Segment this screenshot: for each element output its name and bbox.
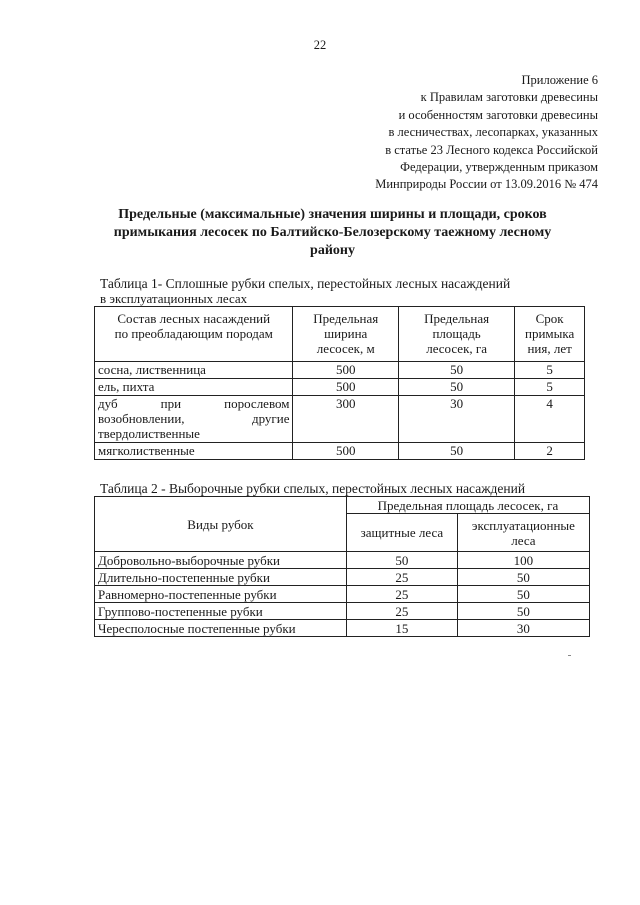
- appendix-line: в лесничествах, лесопарках, указанных: [388, 125, 598, 140]
- table1-caption-line: Таблица 1- Сплошные рубки спелых, перестойных лесных насаждений: [100, 276, 511, 291]
- composition-line: твердолиственные: [98, 426, 200, 441]
- title-line: примыкания лесосек по Балтийско-Белозерскому таежному лесному: [113, 225, 552, 240]
- table-row: [95, 443, 585, 460]
- table-row: [95, 379, 585, 396]
- table2-header-exploit: [457, 514, 589, 552]
- header-line: площадь: [432, 326, 481, 341]
- table-row: [95, 586, 590, 603]
- header-line: эксплуатационные: [471, 517, 575, 533]
- header-line: Предельная: [313, 311, 379, 326]
- header-line: ширина: [324, 326, 368, 341]
- table2-cell-protective: 15: [346, 620, 457, 637]
- table1-header-area: [398, 307, 514, 362]
- table2-cell-protective: 25: [346, 569, 457, 586]
- header-line: леса: [511, 532, 536, 548]
- table1-cell-area: 30: [398, 396, 514, 443]
- word: возобновлении,: [98, 411, 185, 426]
- table-row: [95, 620, 590, 637]
- header-line: примыка: [524, 326, 575, 341]
- table1-caption-line: в эксплуатационных лесах: [100, 291, 248, 306]
- document-title: [40, 206, 625, 260]
- scan-speck: [568, 655, 571, 656]
- appendix-header: [375, 72, 598, 194]
- table2-cell-kind: Добровольно-выборочные рубки: [95, 552, 347, 569]
- header-line: лесосек, га: [426, 341, 487, 356]
- appendix-line: к Правилам заготовки древесины: [420, 90, 598, 105]
- header-line: Срок: [535, 311, 564, 326]
- table1-cell-area: 50: [398, 443, 514, 460]
- table1-cell-area: 50: [398, 362, 514, 379]
- table2-header-group: Предельная площадь лесосек, га: [346, 497, 589, 514]
- table1-cell-composition: ель, пихта: [95, 379, 293, 396]
- composition-line: [98, 411, 289, 426]
- appendix-line: Федерации, утвержденным приказом: [400, 160, 598, 175]
- table1-cell-width: 500: [293, 362, 398, 379]
- table2-cell-exploit: 100: [457, 552, 589, 569]
- table1-cell-width: 500: [293, 379, 398, 396]
- title-line: Предельные (максимальные) значения ширины и площади, сроков: [118, 207, 547, 222]
- table2-cell-protective: 25: [346, 603, 457, 620]
- table1-caption: [100, 276, 510, 306]
- table2-header-protective: защитные леса: [346, 514, 457, 552]
- table2-cell-kind: Длительно-постепенные рубки: [95, 569, 347, 586]
- table-row: [95, 603, 590, 620]
- header-line: ния, лет: [527, 341, 572, 356]
- word: при: [160, 396, 182, 411]
- header-line: Состав лесных насаждений: [117, 311, 271, 326]
- page-number: 22: [313, 38, 327, 52]
- table1: [94, 306, 585, 460]
- table-row: [95, 362, 585, 379]
- table-row: [95, 552, 590, 569]
- table1-header-row: [95, 307, 585, 362]
- table1-cell-term: 4: [515, 396, 585, 443]
- table1-cell-term: 2: [515, 443, 585, 460]
- composition-line: [98, 396, 289, 411]
- table1-cell-width: 300: [293, 396, 398, 443]
- table2-cell-protective: 50: [346, 552, 457, 569]
- table1-header-term: [515, 307, 585, 362]
- appendix-line: в статье 23 Лесного кодекса Российской: [385, 142, 598, 157]
- table1-cell-term: 5: [515, 379, 585, 396]
- table1-cell-area: 50: [398, 379, 514, 396]
- table2-cell-protective: 25: [346, 586, 457, 603]
- table1-cell-width: 500: [293, 443, 398, 460]
- word: другие: [251, 411, 290, 426]
- table-row: [95, 569, 590, 586]
- table1-cell-composition: мягколиственные: [95, 443, 293, 460]
- table2-cell-kind: Группово-постепенные рубки: [95, 603, 347, 620]
- table1-cell-composition: [95, 396, 293, 443]
- table-row: [95, 396, 585, 443]
- appendix-line: и особенностям заготовки древесины: [398, 107, 598, 122]
- table1-cell-composition: сосна, лиственница: [95, 362, 293, 379]
- table2-cell-exploit: 50: [457, 586, 589, 603]
- title-line: району: [310, 243, 355, 258]
- table2-cell-exploit: 30: [457, 620, 589, 637]
- word: порослевом: [224, 396, 290, 411]
- table1-header-width: [293, 307, 398, 362]
- word: дуб: [98, 396, 118, 411]
- table2-caption: Таблица 2 - Выборочные рубки спелых, перестойных лесных насаждений: [100, 481, 526, 496]
- table2-cell-exploit: 50: [457, 569, 589, 586]
- table2-header-kind: Виды рубок: [95, 497, 347, 552]
- table2-cell-kind: Равномерно-постепенные рубки: [95, 586, 347, 603]
- table2-header-row: [95, 497, 590, 514]
- table2: [94, 496, 590, 637]
- header-line: по преобладающим породам: [114, 326, 273, 341]
- table1-cell-term: 5: [515, 362, 585, 379]
- table2-cell-exploit: 50: [457, 603, 589, 620]
- table2-cell-kind: Чересполосные постепенные рубки: [95, 620, 347, 637]
- table1-header-composition: [95, 307, 293, 362]
- header-line: Предельная: [424, 311, 490, 326]
- header-line: лесосек, м: [316, 341, 375, 356]
- appendix-line: Приложение 6: [521, 73, 598, 87]
- appendix-line: Минприроды России от 13.09.2016 № 474: [375, 177, 598, 192]
